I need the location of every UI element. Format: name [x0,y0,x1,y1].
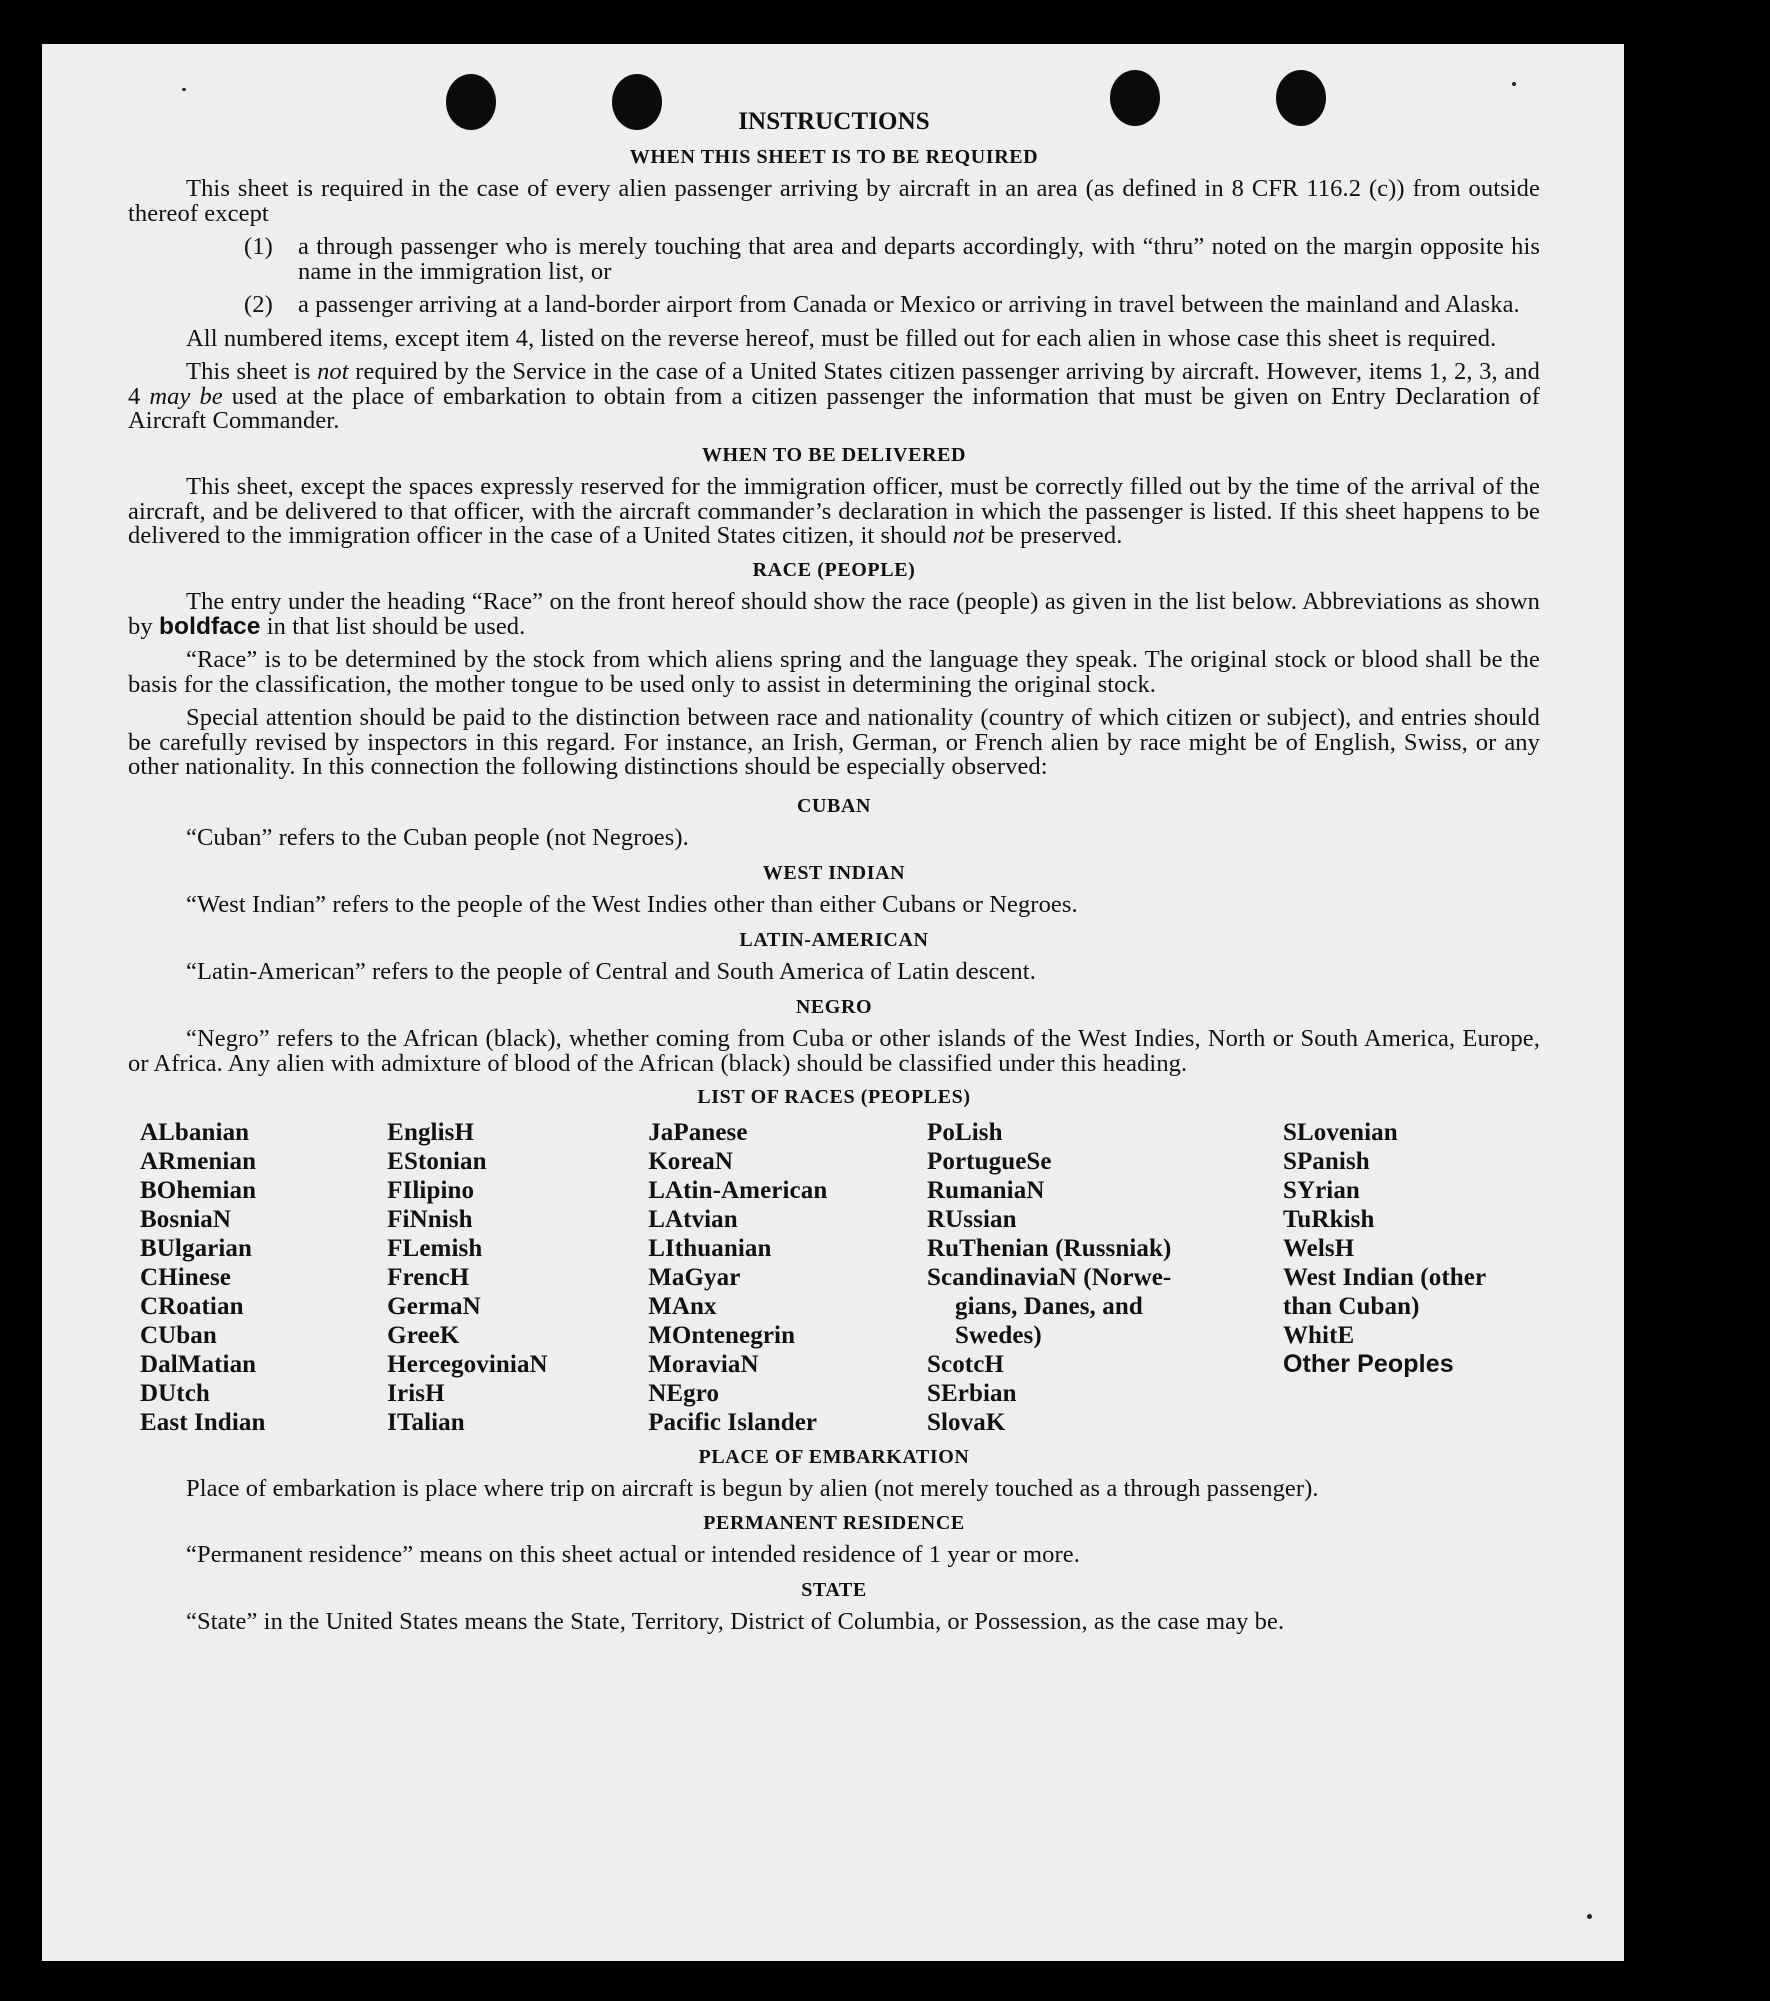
race-entry: MoraviaN [648,1350,759,1378]
race-entry: HercegoviniaN [387,1350,548,1378]
race-entry: MAnx [648,1292,717,1320]
section-heading: LIST OF RACES (PEOPLES) [697,1086,971,1108]
document-body [128,110,1540,1644]
paragraph: “State” in the United States means the State, Territory, District of Columbia, or Possession, as the case may be. [186,1608,1285,1635]
race-entry: PortugueSe [927,1147,1052,1175]
race-entry: FLemish [387,1234,483,1262]
races-list [140,1118,1540,1437]
races-column [648,1118,927,1437]
race-entry: TuRkish [1282,1205,1375,1233]
race-entry: RUssian [927,1205,1017,1233]
paragraph: The entry under the heading “Race” on the front hereof should show the race (people) as given in the list below. Abbreviations as shown by boldface in that list should be used. [128,588,1540,640]
race-entry: RumaniaN [927,1176,1045,1204]
race-entry: BUlgarian [140,1234,253,1262]
section-heading: CUBAN [796,794,872,817]
race-entry: KoreaN [648,1147,734,1175]
race-entry: ScandinaviaN (Norwe- [927,1263,1172,1291]
section-heading: WHEN THIS SHEET IS TO BE REQUIRED [629,145,1039,168]
definition-text: “Latin-American” refers to the people of Central and South America of Latin descent. [186,958,1036,985]
definition-text: “Cuban” refers to the Cuban people (not Negroes). [186,824,689,851]
section-heading: STATE [801,1578,867,1601]
paragraph: This sheet, except the spaces expressly reserved for the immigration officer, must be correctly filled out by the time of the arrival of the aircraft, and be delivered to that officer, with the aircraft commander’s declaration in which the passenger is listed. If this sheet happens to be delivered to the immigration officer in the case of a United States citizen, it should not be preserved. [128,473,1540,549]
paragraph: This sheet is required in the case of every alien passenger arriving by aircraft in an area (as defined in 8 CFR 116.2 (c)) from outside thereof except [128,175,1540,227]
race-entry: gians, Danes, and [955,1292,1143,1320]
race-entry: SYrian [1282,1176,1360,1204]
section-heading: WHEN TO BE DELIVERED [701,443,967,466]
paragraph: Special attention should be paid to the distinction between race and nationality (country of which citizen or subject), and entries should be carefully revised by inspectors in this regard. For instance, an Irish, German, or French alien by race might be of English, Swiss, or any other nationality. In this connection the following distinctions should be especially observed: [128,704,1540,780]
race-entry: PoLish [927,1118,1003,1146]
race-entry: EnglisH [387,1118,475,1146]
race-entry: WelsH [1282,1234,1355,1262]
speck [1512,82,1516,86]
race-entry: Swedes) [955,1321,1042,1349]
races-column [927,1118,1283,1437]
race-entry: East Indian [140,1408,266,1436]
race-entry: FIlipino [387,1176,475,1204]
item-text: a through passenger who is merely touching that area and departs accordingly, with “thru” noted on the margin opposite his name in the immigration list, or [298,233,1540,285]
race-entry: ALbanian [140,1118,250,1146]
race-entry: NEgro [648,1379,720,1407]
race-entry: GermaN [387,1292,481,1320]
race-entry: GreeK [387,1321,460,1349]
race-entry: Other Peoples [1282,1349,1454,1378]
race-entry: EStonian [387,1147,487,1175]
race-entry: DUtch [140,1379,210,1407]
item-number: (2) [244,291,273,318]
race-entry: CUban [140,1321,217,1349]
race-entry: FrencH [387,1263,470,1291]
definition-text: “West Indian” refers to the people of the West Indies other than either Cubans or Negroes. [186,891,1078,918]
item-number: (1) [244,233,273,260]
section-heading: PLACE OF EMBARKATION [698,1445,970,1468]
race-entry: DalMatian [140,1350,257,1378]
section-heading: NEGRO [795,995,873,1018]
paragraph: All numbered items, except item 4, listed on the reverse hereof, must be filled out for each alien in whose case this sheet is required. [186,324,1497,352]
paragraph: Place of embarkation is place where trip on aircraft is begun by alien (not merely touched as a through passenger). [186,1475,1319,1502]
race-entry: BosniaN [140,1205,232,1233]
races-column [387,1118,648,1437]
race-entry: MOntenegrin [648,1321,796,1349]
race-entry: JaPanese [648,1118,748,1146]
numbered-item [128,235,1540,284]
race-entry: SlovaK [927,1408,1006,1436]
definition-text: “Permanent residence” means on this sheet actual or intended residence of 1 year or more. [186,1541,1080,1568]
race-entry: MaGyar [648,1263,741,1291]
race-entry: than Cuban) [1282,1292,1420,1320]
paragraph: “Race” is to be determined by the stock from which aliens spring and the language they speak. The original stock or blood shall be the basis for the classification, the mother tongue to be used only to assist in determining the original stock. [128,646,1540,698]
races-column [140,1118,387,1437]
races-column [1283,1118,1540,1437]
race-entry: Pacific Islander [648,1408,818,1436]
race-entry: SLovenian [1282,1118,1398,1146]
race-entry: BOhemian [140,1176,257,1204]
race-entry: FiNnish [387,1205,473,1233]
section-heading: LATIN-AMERICAN [739,928,929,951]
paragraph: This sheet is not required by the Service in the case of a United States citizen passenger arriving by aircraft. However, items 1, 2, 3, and 4 may be used at the place of embarkation to obtain from a citizen passenger the information that must be given on Entry Declaration of Aircraft Commander. [128,358,1540,434]
section-heading: PERMANENT RESIDENCE [703,1511,965,1534]
race-entry: ARmenian [140,1147,257,1175]
race-entry: IrisH [387,1379,445,1407]
race-entry: WhitE [1282,1321,1355,1349]
paragraph: “Negro” refers to the African (black), whether coming from Cuba or other islands of the West Indies, North or South America, Europe, or Africa. Any alien with admixture of blood of the African (black) should be classified under this heading. [128,1025,1540,1077]
section-heading: RACE (PEOPLE) [752,558,916,581]
race-entry: RuThenian (Russniak) [927,1234,1172,1262]
document-sheet [42,44,1624,1961]
race-entry: West Indian (other [1282,1263,1487,1291]
race-entry: SErbian [927,1379,1017,1407]
speck [1587,1914,1592,1919]
race-entry: LAtvian [648,1205,738,1233]
race-entry: CHinese [140,1263,231,1291]
item-text: a passenger arriving at a land-border airport from Canada or Mexico or arriving in travel between the mainland and Alaska. [298,291,1520,318]
page-title: INSTRUCTIONS [738,108,930,135]
race-entry: ScotcH [927,1350,1004,1378]
numbered-item [128,293,1540,318]
race-entry: LAtin-American [648,1176,828,1204]
section-heading: WEST INDIAN [762,861,906,884]
race-entry: SPanish [1282,1147,1370,1175]
race-entry: ITalian [387,1408,465,1436]
speck [182,88,186,91]
race-entry: LIthuanian [648,1234,772,1262]
race-entry: CRoatian [140,1292,244,1320]
